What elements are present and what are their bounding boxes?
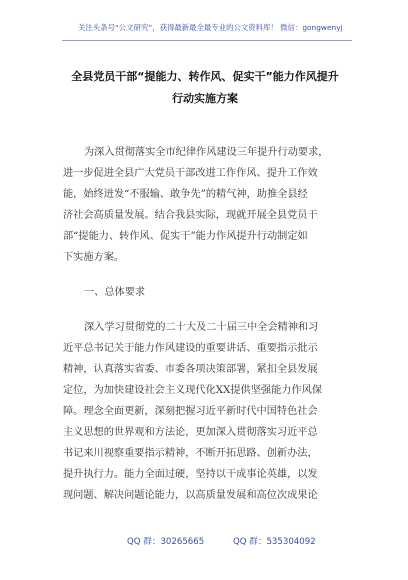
document-title-line-2: 行动实施方案 — [172, 92, 238, 105]
document-title-line-1: 全县党员干部“提能力、转作风、促实干”能力作风提升 — [71, 70, 339, 83]
body-line: 障。理念全面更新，深刻把握习近平新时代中国特色社会 — [63, 406, 318, 417]
body-line: 书记来川视察重要指示精神，不断开拓思路、创新办法， — [63, 448, 318, 459]
footer-qq-group-2: QQ 群：535304092 — [233, 537, 316, 547]
footer-qq-group-1: QQ 群：30265665 — [127, 537, 205, 547]
body-line: 主义思想的世界观和方法论，更加深入贯彻落实习近平总 — [63, 427, 318, 438]
section-heading: 一、总体要求 — [84, 287, 146, 298]
header-banner: 关注头条号“公文研究”，获得最新最全最专业的公文资料库！ 微信：gongwenyj — [78, 23, 343, 32]
body-line: 为深入贯彻落实全市纪律作风建设三年提升行动要求， — [84, 147, 329, 158]
body-line: 能，始终迸发“不服输、敢争先”的精气神，助推全县经 — [63, 189, 308, 200]
body-line: 精神，认真落实省委、市委各项决策部署，紧扣全县发展 — [63, 364, 318, 375]
header-divider — [62, 40, 352, 41]
body-line: 济社会高质量发展。结合我县实际，现就开展全县党员干 — [63, 210, 318, 221]
body-line: 定位，为加快建设社会主义现代化XX提供坚强能力作风保 — [63, 385, 323, 396]
body-line: 提升执行力。能力全面过硬，坚持以干成事论英雄，以发 — [63, 469, 318, 480]
body-line: 近平总书记关于能力作风建设的重要讲话、重要指示批示 — [63, 343, 318, 354]
body-line: 部“提能力、转作风、促实干”能力作风提升行动制定如 — [63, 231, 308, 242]
body-line: 现问题、解决问题论能力，以高质量发展和高位次成果论 — [63, 490, 318, 501]
body-line: 下实施方案。 — [63, 252, 125, 263]
body-line: 深入学习贯彻党的二十大及二十届三中全会精神和习 — [84, 322, 319, 333]
body-line: 进一步促进全县广大党员干部改进工作作风、提升工作效 — [63, 168, 318, 179]
